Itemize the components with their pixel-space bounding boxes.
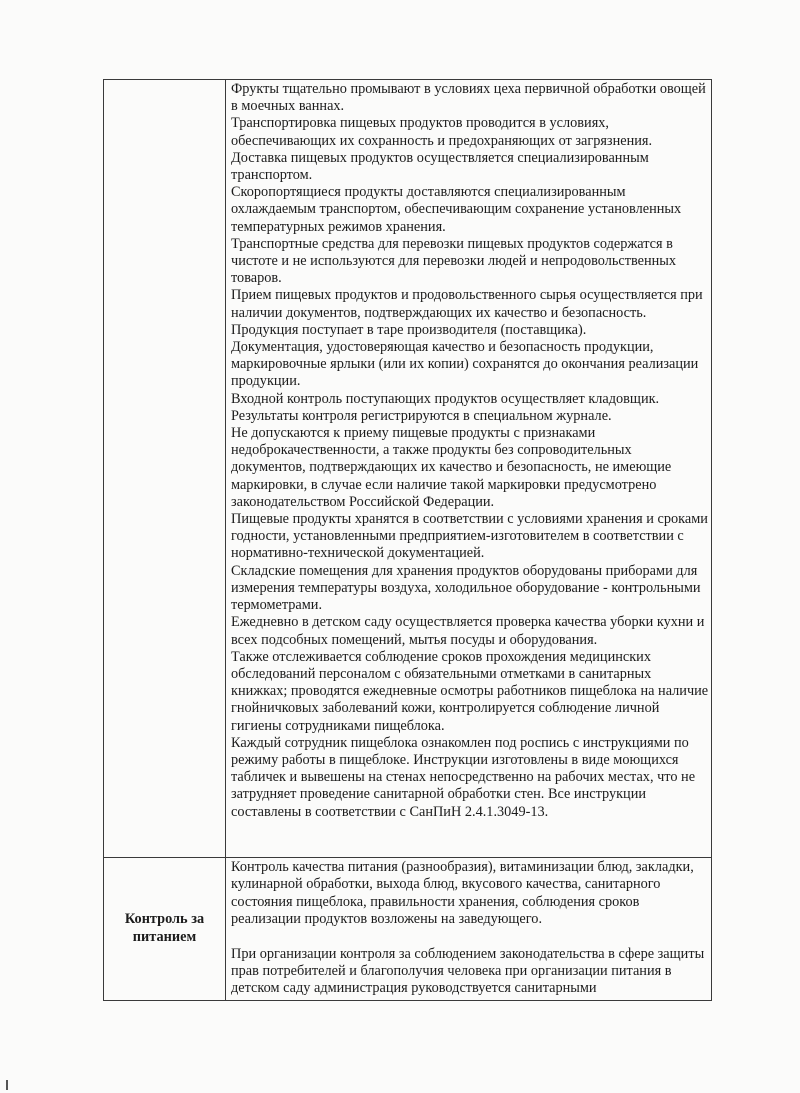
paragraph: Также отслеживается соблюдение сроков прохождения медицинских обследований персоналом с обязательными отметками в санитарных книжках; проводятся ежедневные осмотры работников пищеблока на наличие гнойничковых заболеваний кожи, контролируется соблюдение личной гигиены сотрудниками пищеблока. [231,648,709,734]
paragraph: Входной контроль поступающих продуктов осуществляет кладовщик. Результаты контроля регистрируются в специальном журнале. [231,390,660,424]
row1-content-cell [231,81,709,821]
paragraph: Складские помещения для хранения продуктов оборудованы приборами для измерения температуры воздуха, холодильное оборудование - контрольными термометрами. [231,562,701,614]
paragraph: Скоропортящиеся продукты доставляются специализированным охлаждаемым транспортом, обеспечивающим сохранение установленных температурных режимов хранения. [231,184,682,235]
paragraph: Фрукты тщательно промывают в условиях цеха первичной обработки овощей в моечных ваннах. [231,81,706,115]
paragraph: Каждый сотрудник пищеблока ознакомлен под роспись с инструкциями по режиму работы в пищеблоке. Инструкции изготовлены в виде моющихся табличек и вывешены на стенах непосредственно на рабочих местах, что не затрудняет проведение санитарной обработки стен. Все инструкции составлены в соответствии с СанПиН 2.4.1.3049-13. [231,734,696,820]
paragraph: Пищевые продукты хранятся в соответствии с условиями хранения и сроками годности, установленными предприятием-изготовителем в соответствии с нормативно-технической документацией. [231,511,708,562]
paragraph: При организации контроля за соблюдением законодательства в сфере защиты прав потребителей и благополучия человека при организации питания в детском саду администрация руководствуется санитарными [231,945,705,997]
row-divider [104,857,711,858]
paragraph: Ежедневно в детском саду осуществляется проверка качества уборки кухни и всех подсобных помещений, мытья посуды и оборудования. [231,614,705,648]
column-divider [225,80,226,1000]
scan-artifact [6,1080,8,1090]
row2-content-cell [231,859,709,998]
paragraph: Не допускаются к приему пищевые продукты с признаками недоброкачественности, а также продукты без сопроводительных документов, подтверждающих их качество и безопасность, не имеющие маркировки, в случае если наличие такой маркировки предусмотрено законодательством Российской Федерации. [231,425,672,510]
paragraph: Транспортировка пищевых продуктов проводится в условиях, обеспечивающих их сохранность и предохраняющих от загрязнения. [231,115,653,149]
paragraph: Контроль качества питания (разнообразия), витаминизации блюд, закладки, кулинарной обработки, выхода блюд, вкусового качества, санитарного состояния пищеблока, правильности хранения, соблюдения сроков реализации продуктов возложены на заведующего. [231,859,694,928]
paragraph: Доставка пищевых продуктов осуществляется специализированным транспортом. [231,149,649,184]
paragraph: Транспортные средства для перевозки пищевых продуктов содержатся в чистоте и не используются для перевозки людей и непродовольственных товаров. [231,235,677,287]
paragraph: Документация, удостоверяющая качество и безопасность продукции, маркировочные ярлыки (или их копии) сохранятся до окончания реализации продукции. [231,339,699,390]
row2-heading-cell: Контроль за питанием [124,911,205,945]
document-table [103,79,712,1001]
paragraph: Прием пищевых продуктов и продовольственного сырья осуществляется при наличии документов, подтверждающих их качество и безопасность. Продукция поступает в таре производителя (поставщика). [231,287,703,338]
